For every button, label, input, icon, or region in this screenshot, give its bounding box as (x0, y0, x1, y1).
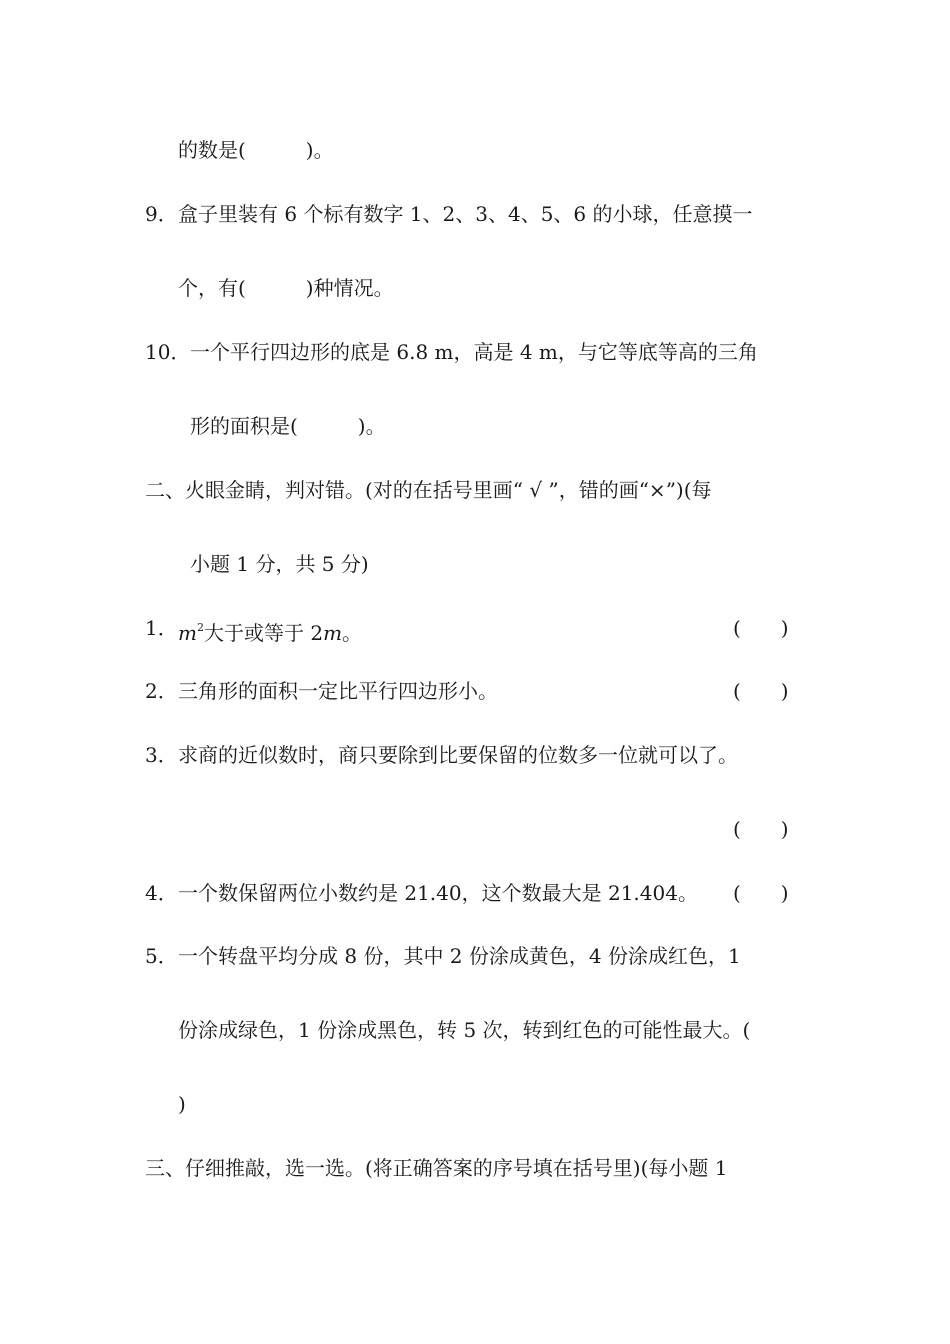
question-10-line2 (0, 410, 950, 442)
section-2-title-cont: 小题 1 分，共 5 分) (190, 552, 369, 576)
question-9-text: 盒子里装有 6 个标有数字 1、2、3、4、5、6 的小球，任意摸一 (178, 202, 753, 226)
section-2-heading (0, 474, 950, 506)
question-10 (0, 336, 950, 368)
judge-1-var2: m (323, 621, 343, 645)
judge-4-number: 4． (145, 881, 178, 905)
judge-1 (0, 612, 950, 644)
section-3-heading (0, 1152, 950, 1184)
judge-4-answer-box[interactable]: ( ) (733, 881, 789, 905)
section-2-heading-line2 (0, 548, 950, 580)
judge-2-number: 2． (145, 679, 178, 703)
question-8-text: 的数是( )。 (178, 138, 334, 162)
section-3-title: 三、仔细推敲，选一选。(将正确答案的序号填在括号里)(每小题 1 (145, 1156, 728, 1180)
judge-1-answer-box[interactable]: ( ) (733, 616, 789, 640)
judge-3-text: 求商的近似数时，商只要除到比要保留的位数多一位就可以了。 (178, 743, 738, 767)
judge-5 (0, 940, 950, 972)
judge-1-number: 1． (145, 616, 178, 640)
question-9 (0, 198, 950, 230)
judge-5-line2 (0, 1014, 950, 1046)
judge-3-answer-line (0, 813, 950, 845)
judge-1-text (178, 612, 362, 649)
judge-2-text: 三角形的面积一定比平行四边形小。 (178, 679, 498, 703)
judge-1-exponent: 2 (196, 621, 204, 634)
judge-5-answer-close[interactable]: ) (178, 1092, 186, 1116)
section-2-title: 二、火眼金睛，判对错。(对的在括号里画“ √ ”，错的画“×”)(每 (145, 478, 712, 502)
judge-4 (0, 877, 950, 909)
judge-2-answer-box[interactable]: ( ) (733, 679, 789, 703)
question-9-number: 9． (145, 202, 178, 226)
judge-3 (0, 739, 950, 771)
judge-3-number: 3． (145, 743, 178, 767)
judge-2 (0, 675, 950, 707)
judge-5-text-cont: 份涂成绿色，1 份涂成黑色，转 5 次，转到红色的可能性最大。( (178, 1018, 751, 1042)
judge-5-number: 5． (145, 944, 178, 968)
question-10-text: 一个平行四边形的底是 6.8 m，高是 4 m，与它等底等高的三角 (190, 340, 758, 364)
judge-4-text: 一个数保留两位小数约是 21.40，这个数最大是 21.404。 (178, 881, 698, 905)
judge-3-answer-box[interactable]: ( ) (733, 817, 789, 841)
judge-1-end: 。 (342, 621, 363, 645)
question-8-continuation (0, 134, 950, 166)
judge-5-text: 一个转盘平均分成 8 份，其中 2 份涂成黄色，4 份涂成红色，1 (178, 944, 741, 968)
judge-1-var: m (178, 621, 197, 645)
question-10-text-cont: 形的面积是( )。 (190, 414, 386, 438)
judge-1-rest: 大于或等于 2 (203, 621, 324, 645)
question-10-number: 10． (145, 340, 191, 364)
question-9-line2 (0, 272, 950, 304)
question-9-text-cont: 个，有( )种情况。 (178, 276, 394, 300)
judge-5-line3 (0, 1088, 950, 1120)
